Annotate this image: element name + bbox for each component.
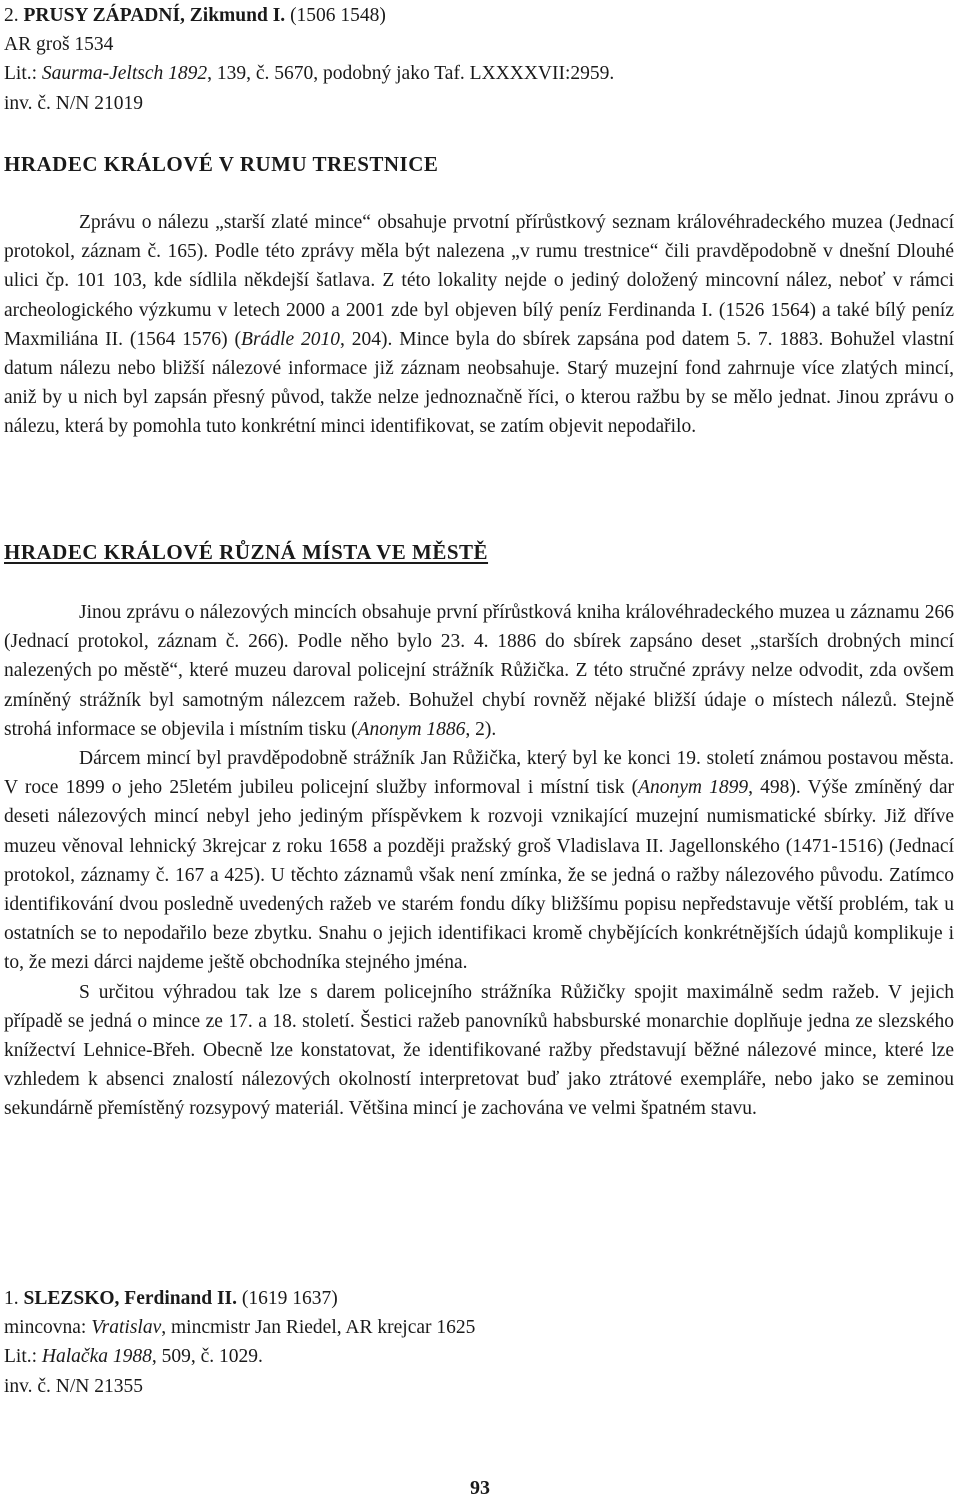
section-2-paragraph-1: Jinou zprávu o nálezových mincích obsahuje první přírůstková kniha královéhradeckého muzea u záznamu 266 (Jednací protokol, záznam č. 266). Podle něho bylo 23. 4. 1886 do sbírek zapsáno deset „starších drobných mincí nalezených po městě“, které muzeu daroval policejní strážník Růžička. Z této stručné zprávy nelze odvodit, zda ovšem zmíněný strážník byl samotným nálezcem ražeb. Bohužel chybí rovněž nějaké bližší údaje o místech nálezů. Stejně strohá informace se objevila i místním tisku (Anonym 1886, 2). bbox=[4, 602, 954, 740]
entry-2-dates: (1619 1637) bbox=[237, 1288, 338, 1309]
catalog-entry-1 bbox=[4, 1, 954, 118]
entry-1-ruler: PRUSY ZÁPADNÍ, Zikmund I. bbox=[23, 5, 286, 26]
page-number: 93 bbox=[470, 1477, 490, 1499]
entry-1-inventory: inv. č. N/N 21019 bbox=[4, 92, 144, 114]
section-1-heading: HRADEC KRÁLOVÉ V RUMU TRESTNICE bbox=[4, 152, 439, 176]
entry-1-literature: Lit.: Saurma-Jeltsch 1892, 139, č. 5670, podobný jako Taf. LXXXXVII:2959. bbox=[4, 63, 615, 85]
entry-1-coin: AR groš 1534 bbox=[4, 34, 114, 56]
catalog-entry-2 bbox=[4, 1284, 954, 1401]
section-2-body bbox=[4, 598, 954, 1124]
entry-2-ruler: SLEZSKO, Ferdinand II. bbox=[23, 1288, 237, 1309]
entry-2-mint: mincovna: Vratislav, mincmistr Jan Riedel, AR krejcar 1625 bbox=[4, 1317, 476, 1339]
section-1-paragraph-1: Zprávu o nálezu „starší zlaté mince“ obsahuje prvotní přírůstkový seznam královéhradeckého muzea (Jednací protokol, záznam č. 165). Podle této zprávy měla být nalezena „v rumu trestnice“ čili pravděpodobně v dnešní Dlouhé ulici čp. 101 103, kde sídlila někdejší šatlava. Z této lokality nejde o jediný doložený mincovní nález, neboť v rámci archeologického výzkumu v letech 2000 a 2001 zde byl objeven bílý peníz Ferdinanda I. (1526 1564) a také bílý peníz Maxmiliána II. (1564 1576) (Brádle 2010, 204). Mince byla do sbírek zapsána pod datem 5. 7. 1883. Bohužel vlastní datum nálezu nebo bližší nálezové informace již záznam neobsahuje. Starý muzejní fond zahrnuje více zlatých mincí, aniž by u nich byl zapsán přesný původ, takže nelze jednoznačně říci, o kterou ražbu by se mělo jednat. Jinou zprávu o nálezu, která by pomohla tuto konkrétní minci identifikovat, se zatím objevit nepodařilo. bbox=[4, 212, 955, 438]
section-2-paragraph-2: Dárcem mincí byl pravděpodobně strážník Jan Růžička, který byl ke konci 19. století známou postavou města. V roce 1899 o jeho 25letém jubileu policejní služby informoval i místní tisk (Anonym 1899, 498). Výše zmíněný dar deseti nálezových mincí nebyl jeho jediným příspěvkem k rozvoji vznikající muzejní numismatické sbírky. Již dříve muzeu věnoval lehnický 3krejcar z roku 1658 a později pražský groš Vladislava II. Jagellonského (1471-1516) (Jednací protokol, záznamy č. 167 a 425). U těchto záznamů však není zmínka, že se jedná o ražby nálezového původu. Zatímco identifikování dvou posledně uvedených ražeb ve starém fondu díky bližšímu popisu nepředstavuje větší problém, tak u ostatních se to nepodařilo beze zbytku. Snahu o jejich identifikaci kromě chybějících konkrétnějších údajů komplikuje i to, že mezi dárci najdeme ještě obchodníka stejného jména. bbox=[4, 748, 954, 974]
entry-2-inventory: inv. č. N/N 21355 bbox=[4, 1375, 144, 1397]
entry-2-title: 1. SLEZSKO, Ferdinand II. (1619 1637) bbox=[4, 1288, 338, 1309]
section-2-heading: HRADEC KRÁLOVÉ RŮZNÁ MÍSTA VE MĚSTĚ bbox=[4, 540, 489, 564]
entry-2-literature: Lit.: Halačka 1988, 509, č. 1029. bbox=[4, 1346, 263, 1368]
entry-1-dates: (1506 1548) bbox=[285, 5, 386, 26]
section-2-paragraph-3: S určitou výhradou tak lze s darem policejního strážníka Růžičky spojit maximálně sedm ražeb. V jejich případě se jedná o mince ze 17. a 18. století. Šestici ražeb panovníků habsburské monarchie doplňuje jedna ze slezského knížectví Lehnice-Břeh. Obecně lze konstatovat, že identifikované ražby představují běžné nálezové mince, které lze vzhledem k absenci znalostí nálezových okolností interpretovat buď jako ztrátové exempláře, nebo jako se zeminou sekundárně přemístěný rozsypový materiál. Většina mincí je zachována ve velmi špatném stavu. bbox=[4, 981, 954, 1120]
entry-1-title: 2. PRUSY ZÁPADNÍ, Zikmund I. (1506 1548) bbox=[4, 5, 386, 26]
